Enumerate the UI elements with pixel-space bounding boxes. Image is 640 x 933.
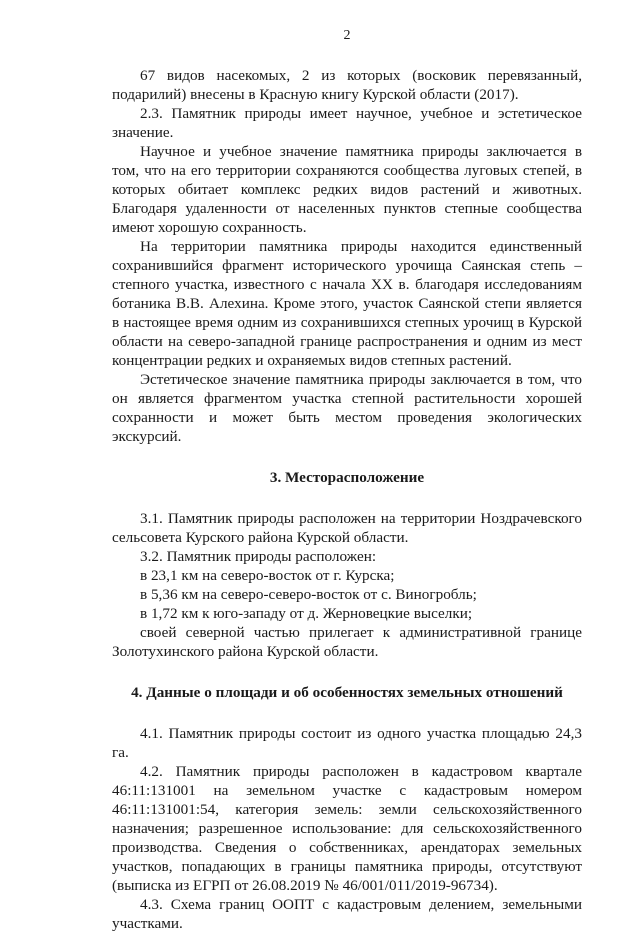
paragraph-2-3: 2.3. Памятник природы имеет научное, учебное и эстетическое значение. <box>112 105 582 141</box>
paragraph-4-2: 4.2. Памятник природы расположен в кадастровом квартале 46:11:131001 на земельном участке с кадастровым номером 46:11:131001:54, категория земель: земли сельскохозяйственного назначения; разрешенное использование: для сельскохозяйственного производства. Сведения о собственниках, арендаторах земельных участков, попадающих в границы памятника природы, отсутствуют (выписка из ЕГРП от 26.08.2019 № 46/001/011/2019-96734). <box>112 763 582 894</box>
page-number: 2 <box>343 28 351 43</box>
section-3-heading: 3. Месторасположение <box>269 469 425 486</box>
document-page <box>112 28 582 933</box>
location-item-border: своей северной частью прилегает к административной границе Золотухинского района Курской области. <box>112 624 582 660</box>
paragraph-3-1: 3.1. Памятник природы расположен на территории Ноздрачевского сельсовета Курского района Курской области. <box>112 510 582 546</box>
paragraph-4-3: 4.3. Схема границ ООПТ с кадастровым делением, земельными участками. <box>112 896 582 932</box>
section-4-heading: 4. Данные о площади и об особенностях земельных отношений <box>131 684 563 701</box>
paragraph-sayan-steppe: На территории памятника природы находится единственный сохранившийся фрагмент исторического урочища Саянская степь – степного участка, известного с начала XX в. благодаря исследованиям ботаника В.В. Алехина. Кроме этого, участок Саянской степи является в настоящее время одним из сохранившихся степных урочищ в Курской области на северо-западной границе распространения и одним из мест концентрации редких и охраняемых видов степных растений. <box>112 238 582 369</box>
location-item-zhernovetskie: в 1,72 км к юго-западу от д. Жерновецкие выселки; <box>140 605 473 622</box>
paragraph-insects: 67 видов насекомых, 2 из которых (восковик перевязанный, подарилий) внесены в Красную книгу Курской области (2017). <box>112 67 582 103</box>
paragraph-4-1: 4.1. Памятник природы состоит из одного участка площадью 24,3 га. <box>112 725 582 761</box>
location-item-vinogrobl: в 5,36 км на северо-северо-восток от с. Виногробль; <box>140 586 477 603</box>
location-item-kursk: в 23,1 км на северо-восток от г. Курска; <box>140 567 395 584</box>
paragraph-3-2: 3.2. Памятник природы расположен: <box>140 548 377 565</box>
paragraph-scientific-value: Научное и учебное значение памятника природы заключается в том, что на его территории сохраняются сообщества луговых степей, в которых обитает комплекс редких видов растений и животных. Благодаря удаленности от населенных пунктов степные сообщества имеют хорошую сохранность. <box>112 143 582 236</box>
paragraph-aesthetic-value: Эстетическое значение памятника природы заключается в том, что он является фрагментом участка степной растительности хорошей сохранности и может быть местом проведения экологических экскурсий. <box>112 371 582 445</box>
